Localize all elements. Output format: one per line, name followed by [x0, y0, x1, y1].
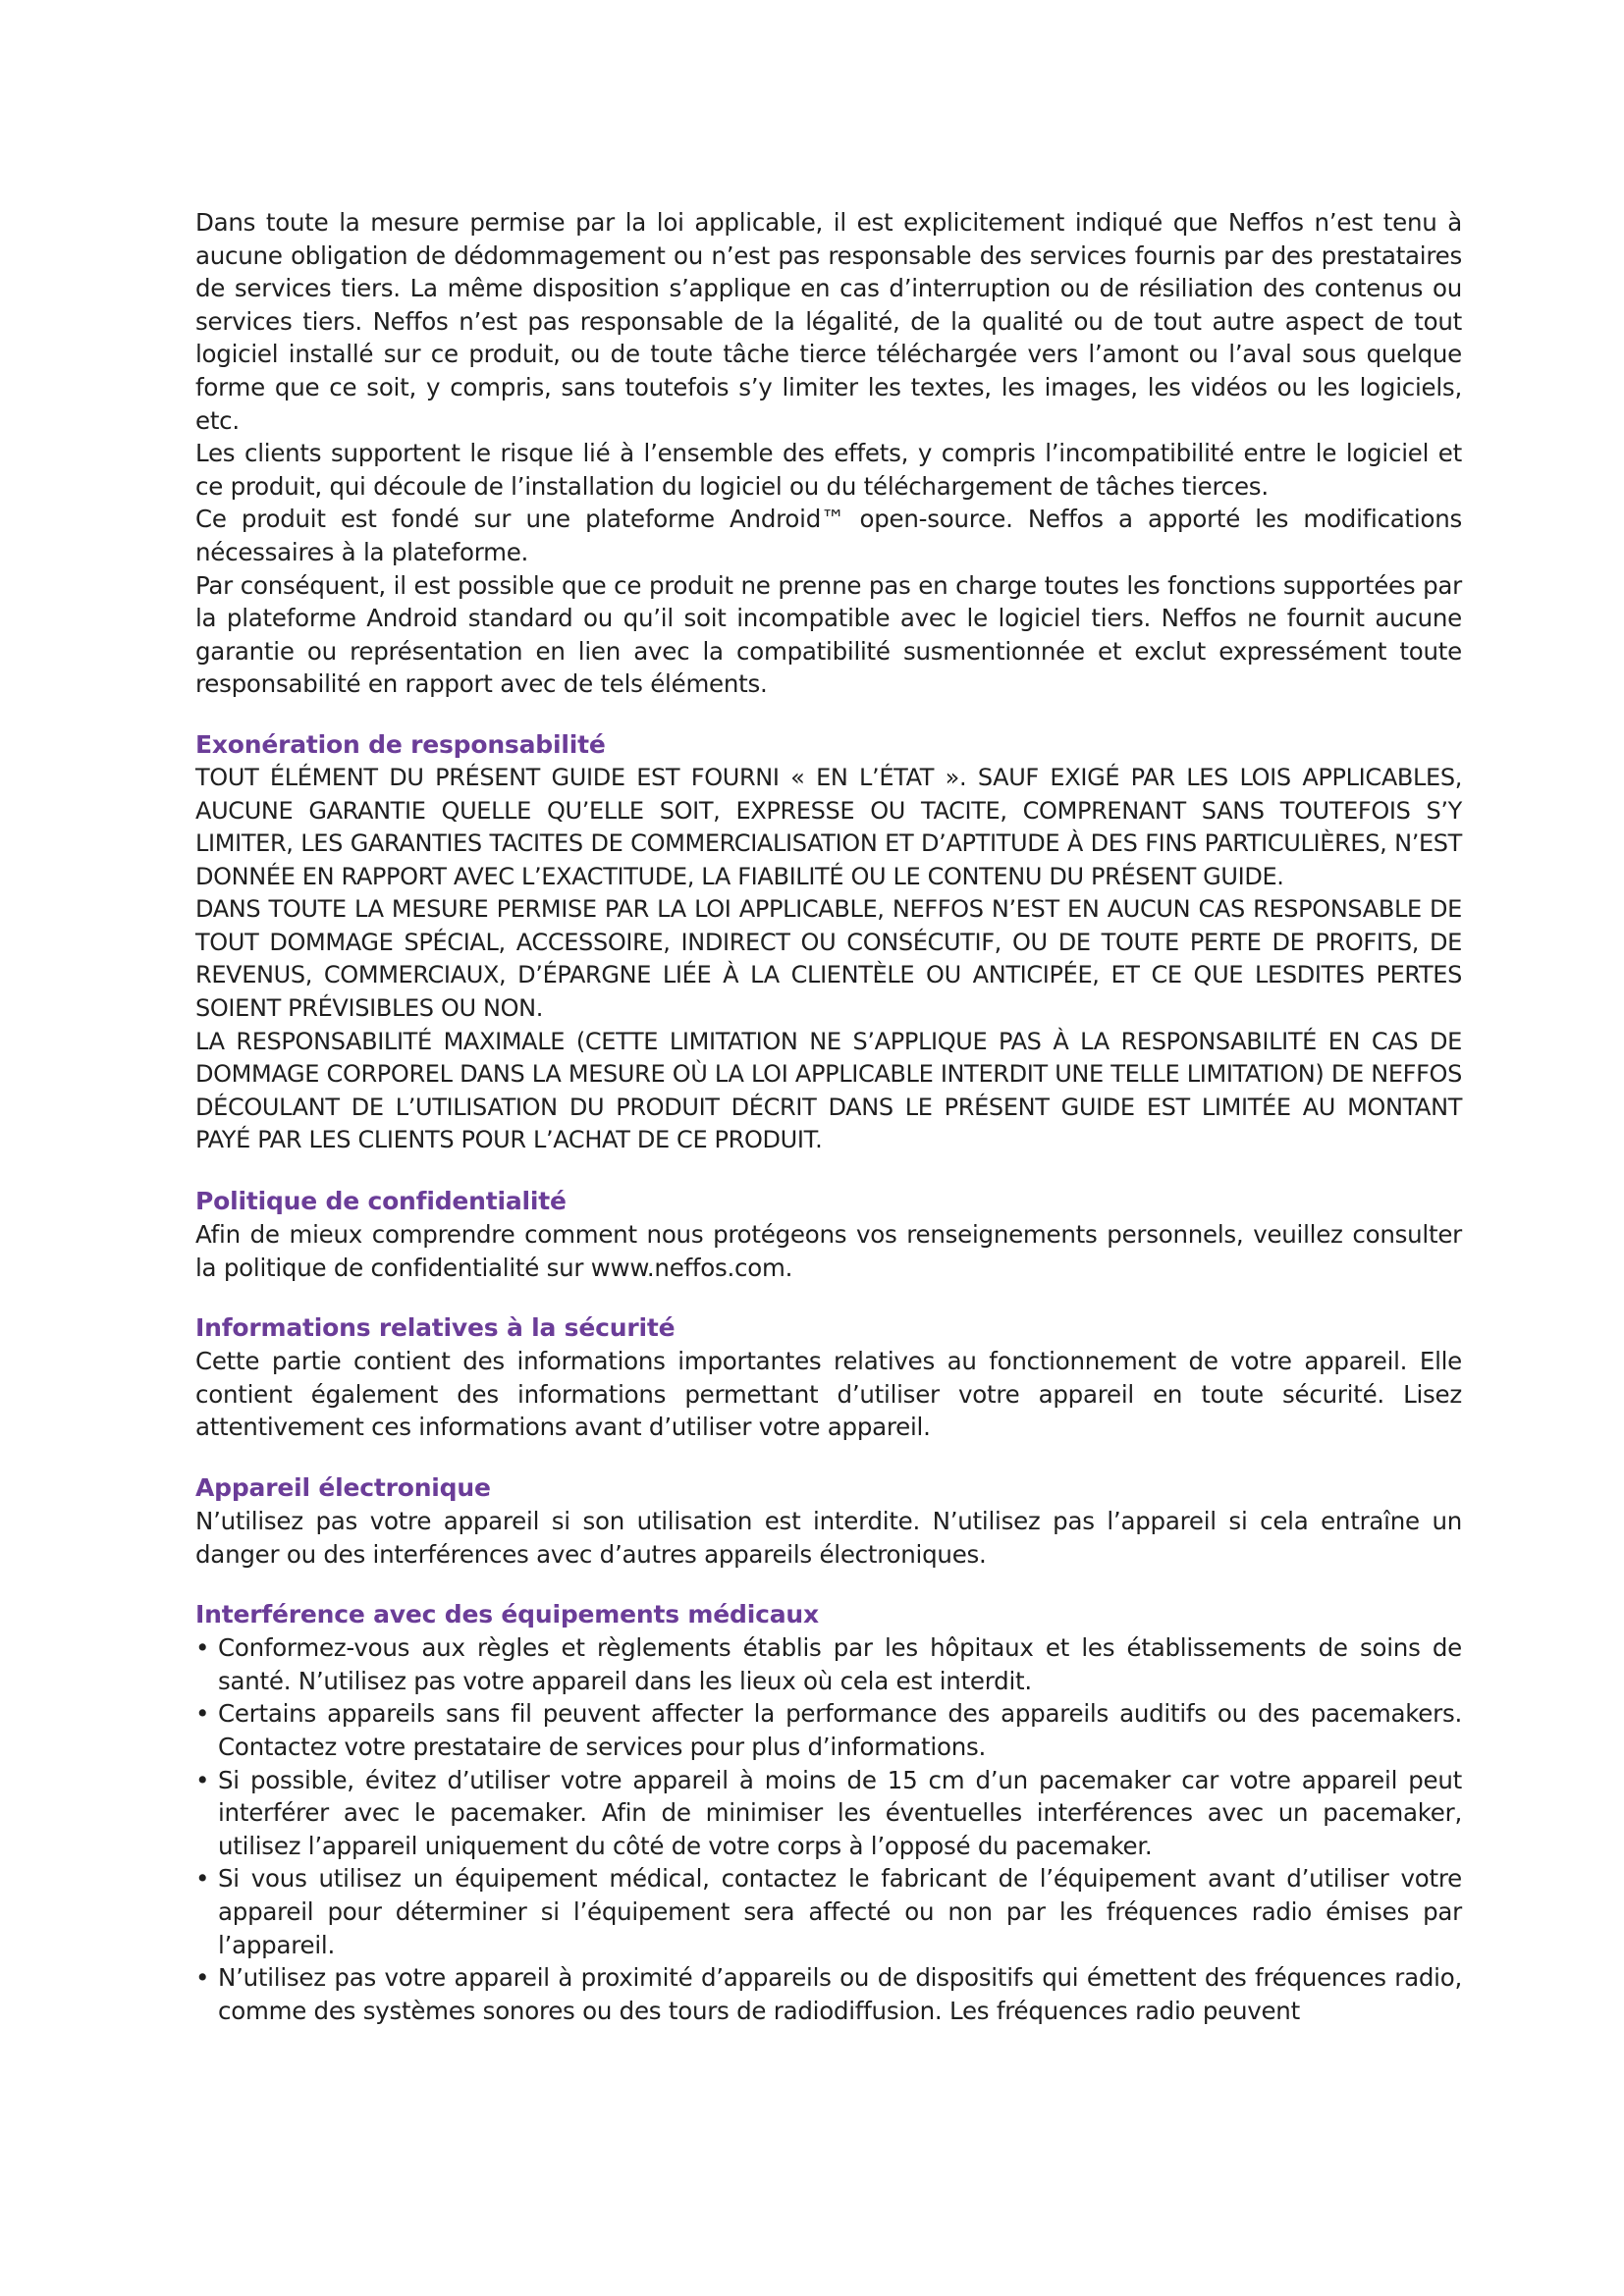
intro-paragraph: Dans toute la mesure permise par la loi applicable, il est explicitement indiqué que Neffos n’est tenu à aucune obligation de dédommagement ou n’est pas responsable des services fournis par des prestataires de services tiers. La même disposition s’applique en cas d’interruption ou de résiliation des contenus ou services tiers. Neffos n’est pas responsable de la légalité, de la qualité ou de tout autre aspect de tout logiciel installé sur ce produit, ou de toute tâche tierce téléchargée vers l’amont ou l’aval sous quelque forme que ce soit, y compris, sans toutefois s’y limiter les textes, les images, les vidéos ou les logiciels, etc. [195, 208, 1462, 435]
privacy-heading: Politique de confidentialité [195, 1187, 567, 1216]
disclaimer-paragraph: DANS TOUTE LA MESURE PERMISE PAR LA LOI APPLICABLE, NEFFOS N’EST EN AUCUN CAS RESPONSABLE DE TOUT DOMMAGE SPÉCIAL, ACCESSOIRE, INDIRECT OU CONSÉCUTIF, OU DE TOUTE PERTE DE PROFITS, DE REVENUS, COMMERCIAUX, D’ÉPARGNE LIÉE À LA CLIENTÈLE OU ANTICIPÉE, ET CE QUE LESDITES PERTES SOIENT PRÉVISIBLES OU NON. [195, 895, 1462, 1023]
list-item-text: Si vous utilisez un équipement médical, contactez le fabricant de l’équipement avant d’utiliser votre appareil pour déterminer si l’équipement sera affecté ou non par les fréquences radio émises par l’appareil. [218, 1864, 1462, 1959]
safety-paragraph: Cette partie contient des informations importantes relatives au fonctionnement de votre appareil. Elle contient également des informations permettant d’utiliser votre appareil en toute sécurité. Lisez attentivement ces informations avant d’utiliser votre appareil. [195, 1347, 1462, 1442]
safety-heading: Informations relatives à la sécurité [195, 1313, 676, 1343]
intro-section [195, 206, 1462, 701]
list-item-text: Conformez-vous aux règles et règlements établis par les hôpitaux et les établissements de soins de santé. N’utilisez pas votre appareil dans les lieux où cela est interdit. [218, 1633, 1462, 1695]
disclaimer-paragraph: LA RESPONSABILITÉ MAXIMALE (CETTE LIMITATION NE S’APPLIQUE PAS À LA RESPONSABILITÉ EN CAS DE DOMMAGE CORPOREL DANS LA MESURE OÙ LA LOI APPLICABLE INTERDIT UNE TELLE LIMITATION) DE NEFFOS DÉCOULANT DE L’UTILISATION DU PRODUIT DÉCRIT DANS LE PRÉSENT GUIDE EST LIMITÉE AU MONTANT PAYÉ PAR LES CLIENTS POUR L’ACHAT DE CE PRODUIT. [195, 1027, 1462, 1154]
list-item [195, 1862, 1462, 1961]
electronic-device-section [195, 1471, 1462, 1571]
bullet-icon: • [195, 1864, 210, 1894]
bullet-icon: • [195, 1765, 210, 1794]
intro-paragraph: Les clients supportent le risque lié à l’ensemble des effets, y compris l’incompatibilité entre le logiciel et ce produit, qui découle de l’installation du logiciel ou du téléchargement de tâches tierces. [195, 439, 1462, 501]
disclaimer-heading: Exonération de responsabilité [195, 729, 606, 759]
medical-interference-heading: Interférence avec des équipements médicaux [195, 1600, 819, 1629]
list-item-text: N’utilisez pas votre appareil à proximité d’appareils ou de dispositifs qui émettent des fréquences radio, comme des systèmes sonores ou des tours de radiodiffusion. Les fréquences radio peuvent [218, 1963, 1462, 2025]
bullet-icon: • [195, 1963, 210, 1993]
disclaimer-section [195, 728, 1462, 1157]
intro-paragraph: Par conséquent, il est possible que ce produit ne prenne pas en charge toutes les fonctions supportées par la plateforme Android standard ou qu’il soit incompatible avec le logiciel tiers. Neffos ne fournit aucune garantie ou représentation en lien avec la compatibilité susmentionnée et exclut expressément toute responsabilité en rapport avec de tels éléments. [195, 570, 1462, 699]
bullet-icon: • [195, 1633, 210, 1663]
privacy-paragraph: Afin de mieux comprendre comment nous protégeons vos renseignements personnels, veuillez consulter la politique de confidentialité sur www.neffos.com. [195, 1220, 1462, 1282]
list-item [195, 1961, 1462, 2027]
intro-paragraph: Ce produit est fondé sur une plateforme Android™ open-source. Neffos a apporté les modifications nécessaires à la plateforme. [195, 505, 1462, 566]
list-item-text: Si possible, évitez d’utiliser votre appareil à moins de 15 cm d’un pacemaker car votre appareil peut interférer avec le pacemaker. Afin de minimiser les éventuelles interférences avec un pacemaker, utilisez l’appareil uniquement du côté de votre corps à l’opposé du pacemaker. [218, 1765, 1462, 1860]
disclaimer-paragraph: TOUT ÉLÉMENT DU PRÉSENT GUIDE EST FOURNI « EN L’ÉTAT ». SAUF EXIGÉ PAR LES LOIS APPLICABLES, AUCUNE GARANTIE QUELLE QU’ELLE SOIT, EXPRESSE OU TACITE, COMPRENANT SANS TOUTEFOIS S’Y LIMITER, LES GARANTIES TACITES DE COMMERCIALISATION ET D’APTITUDE À DES FINS PARTICULIÈRES, N’EST DONNÉE EN RAPPORT AVEC L’EXACTITUDE, LA FIABILITÉ OU LE CONTENU DU PRÉSENT GUIDE. [195, 763, 1462, 890]
list-item-text: Certains appareils sans fil peuvent affecter la performance des appareils auditifs ou des pacemakers. Contactez votre prestataire de services pour plus d’informations. [218, 1699, 1462, 1761]
privacy-section [195, 1185, 1462, 1284]
bullet-icon: • [195, 1699, 210, 1729]
document-page [195, 206, 1462, 2027]
list-item [195, 1697, 1462, 1763]
safety-section [195, 1311, 1462, 1444]
list-item [195, 1631, 1462, 1697]
list-item [195, 1764, 1462, 1863]
medical-bullet-list [195, 1631, 1462, 2027]
electronic-device-heading: Appareil électronique [195, 1473, 491, 1502]
medical-interference-section [195, 1598, 1462, 2027]
electronic-device-paragraph: N’utilisez pas votre appareil si son utilisation est interdite. N’utilisez pas l’appareil si cela entraîne un danger ou des interférences avec d’autres appareils électroniques. [195, 1507, 1462, 1569]
